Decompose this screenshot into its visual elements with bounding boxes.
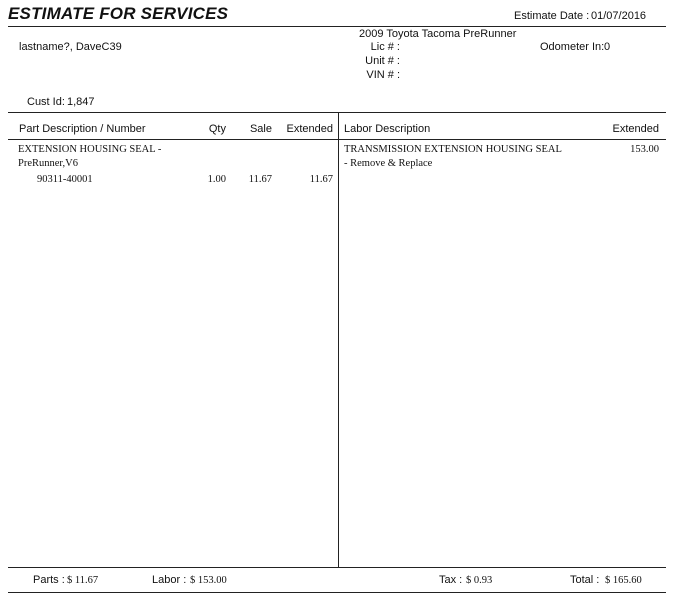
odometer-value: 0 bbox=[604, 41, 611, 53]
lic-label: Lic # : bbox=[370, 41, 400, 53]
part-qty: 1.00 bbox=[207, 174, 226, 185]
labor-header-description: Labor Description bbox=[344, 123, 431, 135]
grand-total-label: Total : bbox=[570, 574, 600, 586]
customer-name: lastname?, DaveC39 bbox=[19, 41, 122, 53]
header-divider bbox=[8, 26, 666, 27]
labor-description-line2: - Remove & Replace bbox=[344, 158, 433, 169]
part-sale: 11.67 bbox=[248, 174, 272, 185]
estimate-date-label: Estimate Date : bbox=[514, 10, 590, 22]
cust-id: 1,847 bbox=[67, 96, 95, 108]
cust-id-label: Cust Id: bbox=[27, 96, 65, 108]
tax-label: Tax : bbox=[439, 574, 463, 586]
vehicle-description: 2009 Toyota Tacoma PreRunner bbox=[359, 28, 517, 40]
grand-total: $ 165.60 bbox=[605, 575, 642, 586]
labor-total-label: Labor : bbox=[152, 574, 187, 586]
parts-total-label: Parts : bbox=[33, 574, 65, 586]
parts-total: $ 11.67 bbox=[67, 575, 99, 586]
part-extended: 11.67 bbox=[309, 174, 333, 185]
table-bottom-rule bbox=[8, 567, 666, 568]
parts-header-sale: Sale bbox=[249, 123, 272, 135]
labor-total: $ 153.00 bbox=[190, 575, 227, 586]
parts-header-extended: Extended bbox=[286, 123, 333, 135]
footer-rule bbox=[8, 592, 666, 593]
unit-label: Unit # : bbox=[365, 55, 400, 67]
table-top-rule bbox=[8, 112, 666, 113]
labor-extended: 153.00 bbox=[630, 144, 659, 155]
parts-header-description: Part Description / Number bbox=[19, 123, 146, 135]
labor-header-extended: Extended bbox=[612, 123, 659, 135]
part-number: 90311-40001 bbox=[37, 174, 93, 185]
tax-total: $ 0.93 bbox=[466, 575, 493, 586]
column-divider bbox=[338, 112, 339, 567]
part-description-line2: PreRunner,V6 bbox=[18, 158, 78, 169]
odometer-label: Odometer In: bbox=[540, 41, 605, 53]
labor-description-line1: TRANSMISSION EXTENSION HOUSING SEAL bbox=[344, 144, 562, 155]
part-description-line1: EXTENSION HOUSING SEAL - bbox=[18, 144, 162, 155]
document-title: ESTIMATE FOR SERVICES bbox=[8, 4, 229, 23]
parts-header-qty: Qty bbox=[208, 123, 226, 135]
vin-label: VIN # : bbox=[366, 69, 400, 81]
table-header-rule bbox=[8, 139, 666, 140]
estimate-date: 01/07/2016 bbox=[591, 10, 647, 22]
